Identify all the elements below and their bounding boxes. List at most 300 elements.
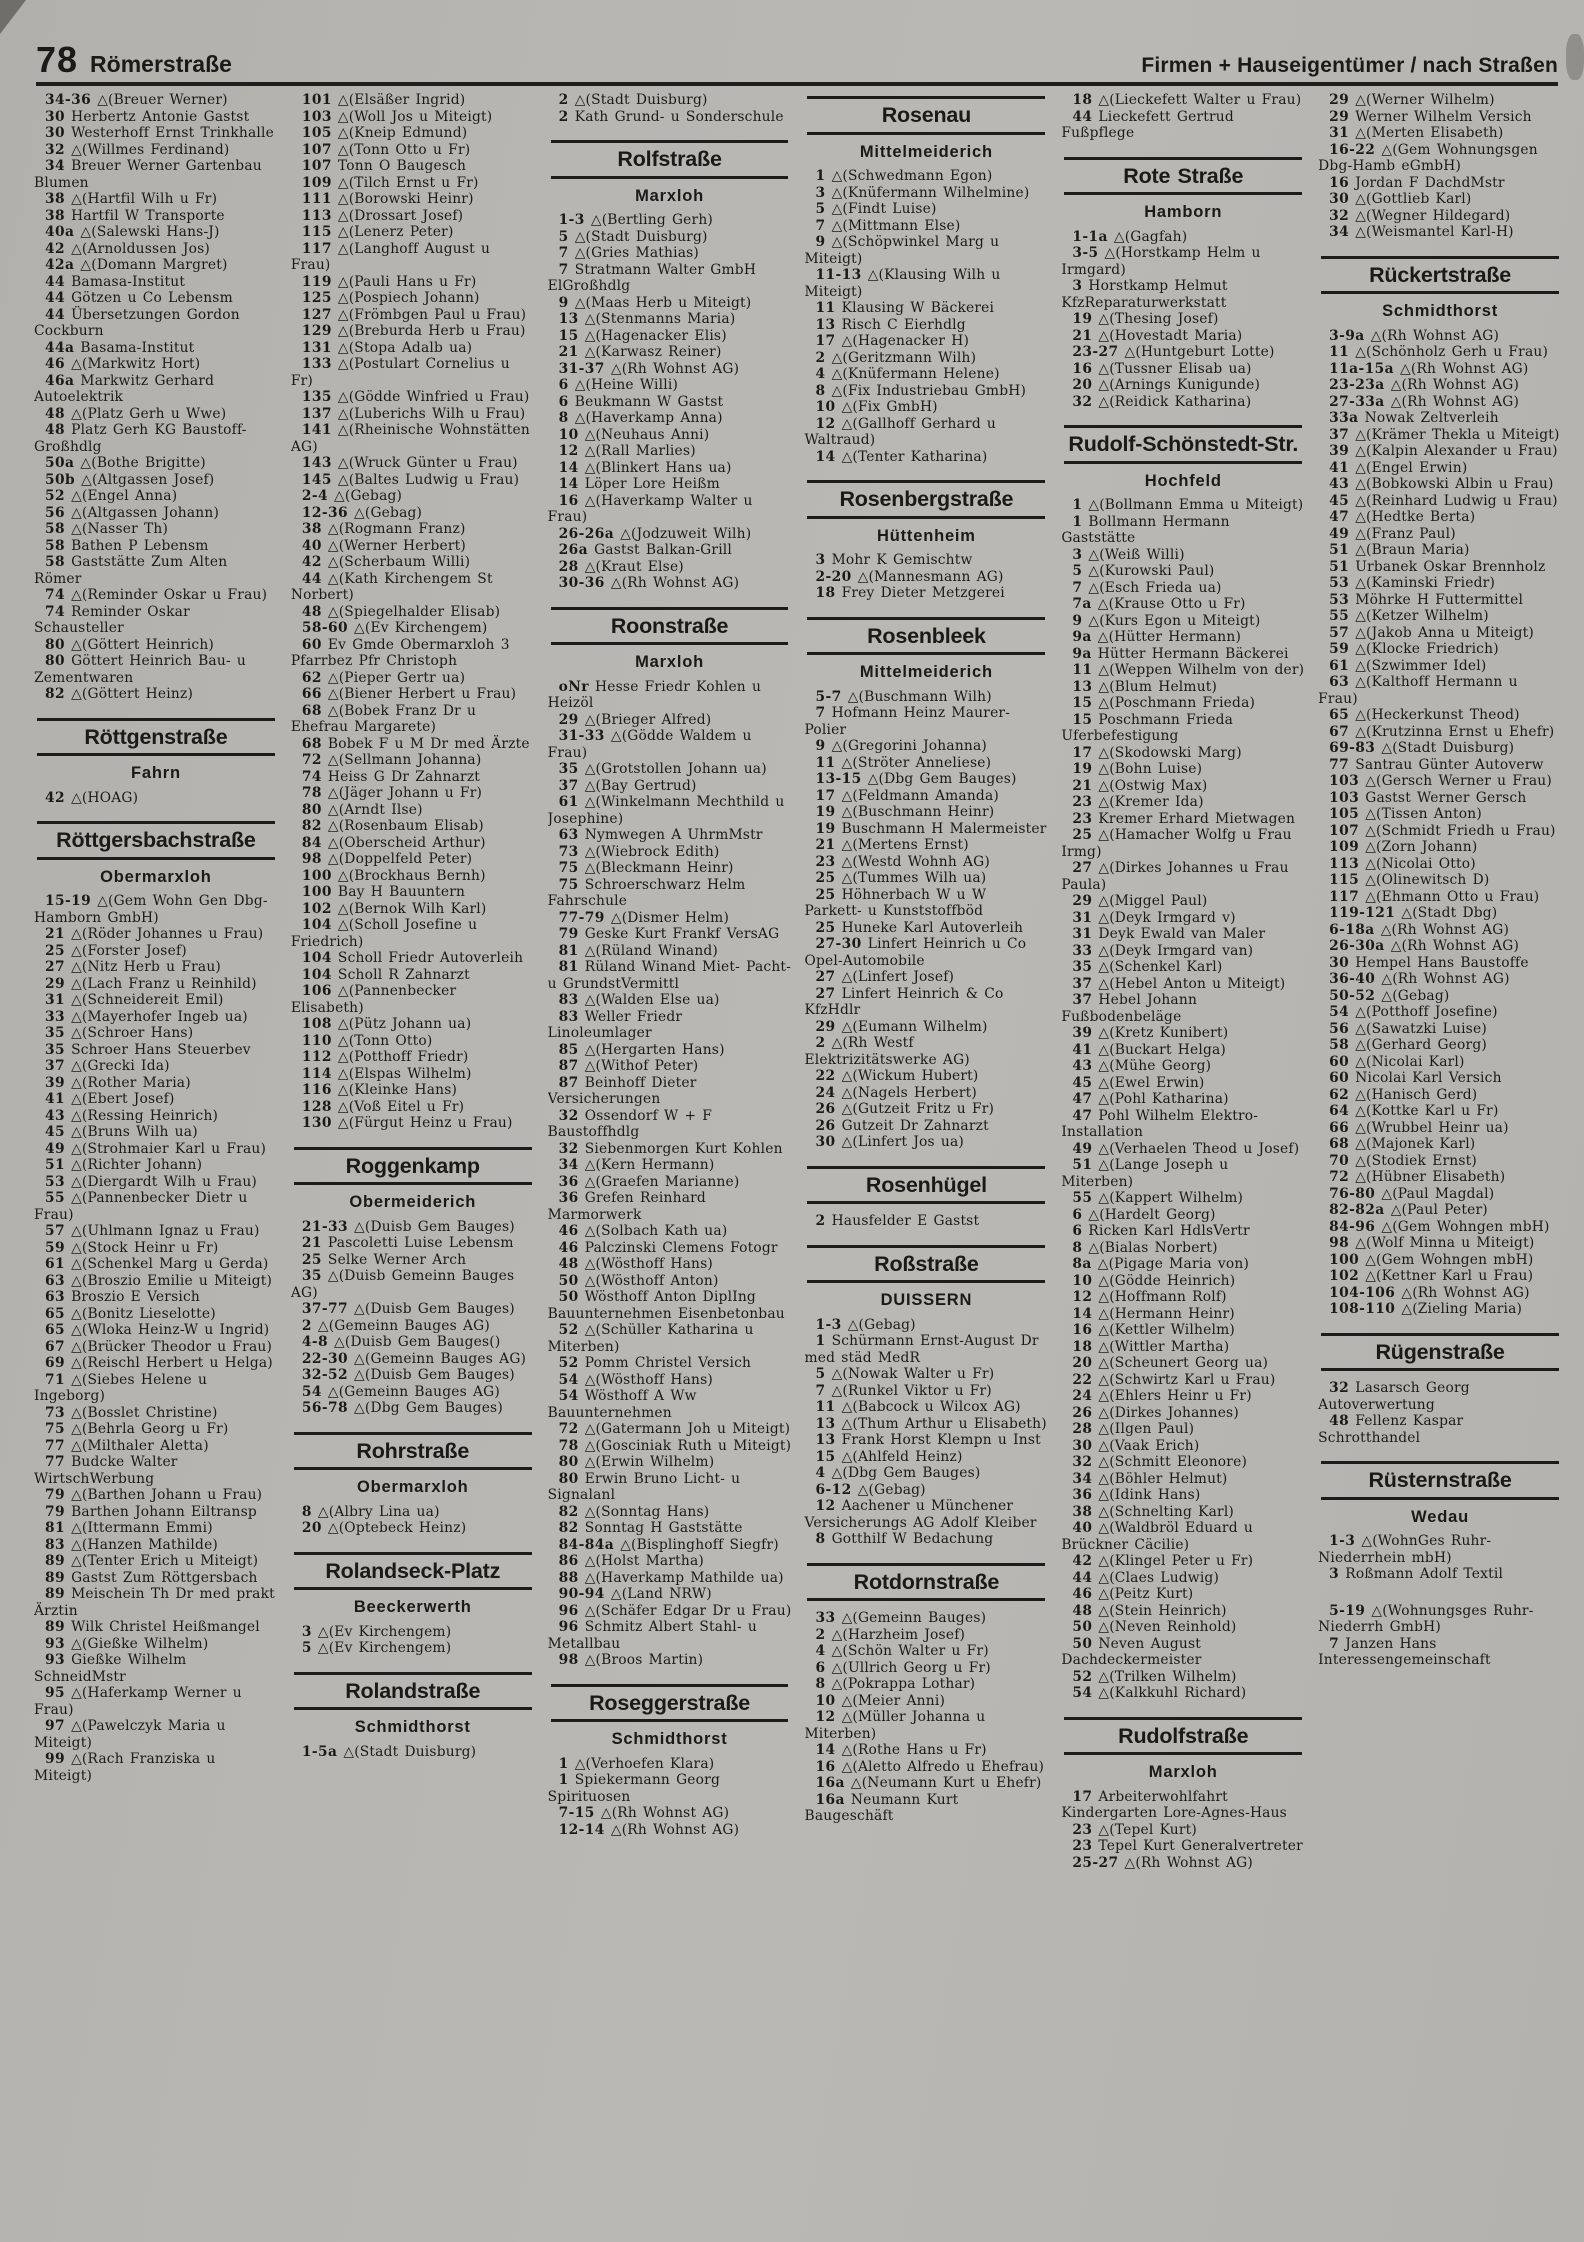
directory-entry: 90-94 △(Land NRW) — [558, 1586, 712, 1602]
directory-entry: 50 △(Wösthoff Anton) — [558, 1272, 719, 1289]
directory-entry: 50 Wösthoff Anton DiplIng Bauunternehmen Eisenbetonbau — [547, 1289, 785, 1322]
house-number: 13-15 — [815, 771, 862, 787]
directory-entry: 1-3 △(WohnGes Ruhr-Niederrhein mbH) — [1318, 1533, 1492, 1566]
district-heading: Mittelmeiderich — [859, 142, 993, 161]
directory-entry: 68 Bobek F u M Dr med Ärzte — [301, 735, 530, 752]
house-number: 65 — [45, 1305, 65, 1322]
directory-entry: 60 △(Nicolai Karl) — [1329, 1053, 1465, 1070]
house-number: 31 — [45, 992, 65, 1008]
directory-entry: 33 △(Gemeinn Bauges) — [815, 1610, 987, 1626]
house-number: 89 — [45, 1553, 65, 1569]
directory-entry: 14 △(Rothe Hans u Fr) — [815, 1742, 987, 1758]
directory-entry: 51 △(Braun Maria) — [1329, 542, 1470, 558]
directory-entry: 43 △(Bobkowski Albin u Frau) — [1329, 476, 1554, 492]
house-number: 83 — [558, 992, 579, 1008]
directory-entry: 84 △(Oberscheid Arthur) — [301, 834, 486, 851]
directory-entry: 63 △(Broszio Emilie u Miteigt) — [45, 1272, 273, 1289]
directory-entry: 30 Hempel Hans Baustoffe — [1329, 954, 1529, 971]
directory-entry: 5 △(Nowak Walter u Fr) — [815, 1366, 995, 1382]
house-number: 32 — [558, 1140, 579, 1157]
house-number: 86 — [558, 1553, 579, 1569]
street-heading: Rolandstraße — [294, 1672, 532, 1711]
house-number: 110 — [301, 1032, 332, 1049]
directory-entry: 23 △(Westd Wohnh AG) — [815, 853, 990, 870]
directory-entry: 15 Poschmann Frieda Uferbefestigung — [1061, 711, 1234, 744]
directory-entry: 7 △(Gries Mathias) — [558, 245, 699, 261]
house-number: 113 — [301, 207, 332, 224]
directory-entry: 111 △(Borowski Heinr) — [301, 191, 474, 207]
directory-entry: 19 Buschmann H Malermeister — [815, 820, 1047, 837]
directory-entry: 2 Hausfelder E Gastst — [815, 1213, 980, 1229]
house-number: 31-33 — [558, 728, 605, 744]
directory-entry: 43 △(Mühe Georg) — [1072, 1058, 1212, 1074]
directory-column-3 — [548, 92, 792, 2234]
directory-entry: 27-33a △(Rh Wohnst AG) — [1329, 393, 1520, 410]
house-number: 12 — [815, 1709, 836, 1725]
house-number: 33 — [45, 1008, 65, 1025]
directory-entry: 25 △(Hamacher Wolfg u Frau Irmg) — [1061, 827, 1292, 860]
house-number: 16 — [815, 1758, 836, 1775]
directory-entry: 98 △(Doppelfeld Peter) — [301, 851, 473, 867]
directory-entry: 12-36 △(Gebag) — [301, 504, 423, 521]
directory-entry: 135 △(Gödde Winfried u Frau) — [301, 389, 530, 405]
directory-entry: 20 △(Scheunert Georg ua) — [1072, 1355, 1269, 1371]
house-number: 65 — [45, 1322, 65, 1338]
directory-entry: 39 △(Kretz Kunibert) — [1072, 1025, 1229, 1041]
directory-entry: 52 △(Schüller Katharina u Miterben) — [547, 1322, 754, 1355]
directory-entry: 44 Übersetzungen Gordon Cockburn — [34, 306, 240, 339]
directory-entry: 64 △(Kottke Karl u Fr) — [1329, 1103, 1499, 1119]
directory-entry: 9 △(Kurs Egon u Miteigt) — [1072, 612, 1261, 629]
house-number: 13 — [815, 1432, 836, 1448]
directory-entry: 6-12 △(Gebag) — [815, 1481, 926, 1498]
directory-entry: 83 △(Walden Else ua) — [558, 992, 720, 1008]
house-number: 27 — [815, 969, 836, 985]
directory-entry: 4 △(Dbg Gem Bauges) — [815, 1465, 981, 1481]
directory-entry: 83 Weller Friedr Linoleumlager — [547, 1008, 683, 1041]
directory-entry: 108-110 △(Zieling Maria) — [1329, 1301, 1523, 1317]
house-number: 141 — [301, 422, 332, 438]
directory-entry: 8 △(Albry Lina ua) — [301, 1503, 440, 1520]
house-number: 12 — [558, 443, 579, 459]
house-number: 20 — [1072, 377, 1093, 393]
directory-entry: 99 △(Rach Franziska u Miteigt) — [34, 1751, 216, 1784]
directory-entry: 1-5a △(Stadt Duisburg) — [301, 1743, 477, 1760]
house-number: 7 — [815, 705, 826, 721]
house-number: 7 — [1329, 1635, 1340, 1652]
house-number: 119-121 — [1329, 905, 1396, 921]
directory-entry: 17 Arbeiterwohlfahrt Kindergarten Lore-Agnes-Haus — [1061, 1788, 1287, 1821]
directory-entry: 26-30a △(Rh Wohnst AG) — [1329, 938, 1520, 954]
house-number: 39 — [45, 1074, 65, 1091]
directory-entry: 108 △(Pütz Johann ua) — [301, 1016, 472, 1032]
directory-entry: 82-82a △(Paul Peter) — [1329, 1202, 1488, 1218]
house-number: 14 — [815, 448, 836, 465]
directory-entry: 10 △(Neuhaus Anni) — [558, 426, 710, 443]
house-number: 60 — [301, 636, 322, 653]
house-number: 22 — [1072, 1371, 1093, 1388]
directory-entry: 46 △(Markwitz Hort) — [45, 356, 201, 372]
directory-entry: 69-83 △(Stadt Duisburg) — [1329, 740, 1515, 756]
house-number: 103 — [301, 108, 332, 125]
directory-entry: 42 △(Arnoldussen Jos) — [45, 240, 210, 257]
directory-entry: 9a △(Hütter Hermann) — [1072, 629, 1242, 645]
house-number: 15 — [815, 1448, 836, 1465]
house-number: 52 — [45, 488, 65, 504]
house-number: 30 — [1329, 191, 1350, 207]
directory-entry: 26 △(Dirkes Johannes) — [1072, 1404, 1239, 1421]
house-number: 9a — [1072, 629, 1092, 645]
directory-columns — [34, 92, 1562, 2234]
house-number: 23 — [1072, 794, 1093, 810]
house-number: 32 — [1329, 1380, 1350, 1396]
directory-entry: 44 △(Kath Kirchengem St Norbert) — [290, 570, 493, 603]
house-number: 32-52 — [301, 1367, 348, 1383]
house-number: 48 — [301, 603, 322, 620]
directory-entry: 80 Erwin Bruno Licht- u Signalanl — [547, 1470, 741, 1503]
house-number: 23-27 — [1072, 344, 1119, 360]
directory-entry: 116 △(Kleinke Hans) — [301, 1082, 458, 1098]
house-number: 6 — [815, 1659, 826, 1676]
directory-entry: 107 △(Tonn Otto u Fr) — [301, 141, 471, 158]
directory-entry: 25 Huneke Karl Autoverleih — [815, 919, 1024, 936]
district-heading: Marxloh — [635, 653, 704, 671]
house-number: 145 — [301, 471, 332, 488]
house-number: 50b — [45, 471, 76, 488]
house-number: 29 — [558, 711, 579, 728]
street-heading: Rosenbergstraße — [807, 480, 1045, 519]
directory-entry: 55 △(Ketzer Wilhelm) — [1329, 608, 1489, 624]
house-number: 7-15 — [558, 1805, 595, 1821]
directory-entry: 12 △(Rall Marlies) — [558, 443, 696, 459]
house-number: 97 — [45, 1718, 65, 1734]
house-number: 58 — [45, 537, 65, 554]
house-number: 22-30 — [301, 1350, 348, 1367]
directory-column-4 — [804, 92, 1048, 2234]
house-number: 40a — [45, 224, 75, 240]
directory-entry: 25 Selke Werner Arch — [301, 1251, 467, 1268]
house-number: 3-5 — [1072, 245, 1099, 261]
directory-entry: 102 △(Bernok Wilh Karl) — [301, 900, 487, 917]
house-number: 46 — [558, 1239, 579, 1256]
directory-entry: 13 △(Blum Helmut) — [1072, 678, 1218, 695]
house-number: 96 — [558, 1602, 579, 1619]
directory-entry: 77 △(Milthaler Aletta) — [45, 1437, 209, 1454]
directory-entry: 27-30 Linfert Heinrich u Co Opel-Automobile — [804, 936, 1027, 969]
house-number: 12 — [1072, 1289, 1093, 1305]
house-number: 9 — [815, 234, 826, 250]
directory-entry: 32 Lasarsch Georg Autoverwertung — [1318, 1380, 1470, 1413]
directory-entry: 103 Gastst Werner Gersch — [1329, 789, 1527, 806]
directory-entry: 13 △(Stenmanns Maria) — [558, 311, 736, 327]
directory-column-1 — [34, 92, 278, 2234]
house-number: 69-83 — [1329, 740, 1376, 756]
house-number: 23 — [1072, 1838, 1093, 1854]
house-number: 26 — [815, 1101, 836, 1117]
house-number: 83 — [45, 1536, 65, 1553]
directory-entry: 79 Geske Kurt Frankf VersAG — [558, 926, 780, 942]
directory-entry: 11-13 △(Klausing Wilh u Miteigt) — [804, 267, 1001, 300]
directory-entry: 26a Gastst Balkan-Grill — [558, 542, 733, 558]
directory-entry: 37 △(Hebel Anton u Miteigt) — [1072, 975, 1286, 992]
house-number: 15-19 — [45, 893, 92, 909]
house-number: 103 — [1329, 789, 1360, 806]
street-heading: Rudolfstraße — [1064, 1717, 1302, 1756]
directory-entry: 47 △(Hedtke Berta) — [1329, 509, 1476, 525]
house-number: 114 — [301, 1065, 332, 1082]
directory-entry: 79 Barthen Johann Eiltransp — [45, 1503, 257, 1520]
directory-entry: 75 Schroerschwarz Helm Fahrschule — [547, 876, 746, 909]
directory-entry: 30 Herbertz Antonie Gastst — [45, 108, 250, 125]
directory-entry: 39 △(Rother Maria) — [45, 1074, 191, 1091]
directory-entry: 25 △(Tummes Wilh ua) — [815, 870, 987, 886]
directory-entry: 2-20 △(Mannesmann AG) — [815, 568, 1004, 585]
house-number: 31 — [1072, 926, 1093, 942]
house-number: 33a — [1329, 410, 1359, 426]
directory-entry: 27 △(Linfert Josef) — [815, 969, 955, 985]
house-number: 107 — [301, 141, 332, 158]
directory-entry: 47 Pohl Wilhelm Elektro-Installation — [1061, 1107, 1259, 1140]
directory-entry: 56 △(Altgassen Johann) — [45, 504, 220, 521]
directory-entry: 46 △(Peitz Kurt) — [1072, 1586, 1194, 1602]
house-number: 5-7 — [815, 688, 842, 705]
house-number: 82 — [558, 1503, 579, 1520]
house-number: 57 — [1329, 624, 1350, 641]
house-number: 23 — [1072, 810, 1093, 827]
house-number: 51 — [45, 1157, 65, 1173]
district-heading: Hochfeld — [1144, 471, 1222, 490]
directory-entry: 27 Linfert Heinrich & Co KfzHdlr — [804, 985, 1004, 1018]
house-number: 54 — [558, 1371, 579, 1388]
house-number: 104 — [301, 950, 332, 966]
directory-entry: 8 △(Haverkamp Anna) — [558, 410, 723, 426]
directory-entry: 7-15 △(Rh Wohnst AG) — [558, 1805, 730, 1821]
house-number: 6-18a — [1329, 921, 1375, 938]
house-number: 5 — [815, 201, 826, 217]
directory-entry: 31 Deyk Ewald van Maler — [1072, 926, 1266, 942]
house-number: 51 — [1329, 542, 1350, 558]
street-heading: Rosenhügel — [807, 1166, 1045, 1205]
directory-entry: 31 △(Deyk Irmgard v) — [1072, 909, 1236, 926]
house-number: 80 — [558, 1470, 579, 1487]
directory-entry: 16 Jordan F DachdMstr — [1329, 174, 1505, 191]
directory-entry: 21 △(Karwasz Reiner) — [558, 344, 722, 360]
house-number: 78 — [558, 1437, 579, 1454]
house-number: 25 — [815, 919, 836, 936]
district-heading: Obermarxloh — [100, 867, 212, 886]
house-number: 36-40 — [1329, 971, 1376, 987]
house-number: 62 — [301, 669, 322, 686]
house-number: 75 — [558, 876, 579, 893]
directory-entry: 54 Wösthoff A Ww Bauunternehmen — [547, 1388, 697, 1421]
directory-entry: 100 △(Brockhaus Bernh) — [301, 867, 486, 884]
directory-entry: 71 △(Siebes Helene u Ingeborg) — [34, 1371, 208, 1404]
street-heading: Rüsternstraße — [1321, 1461, 1559, 1500]
house-number: 77 — [1329, 756, 1350, 773]
directory-entry: 69 △(Reischl Herbert u Helga) — [45, 1355, 273, 1371]
house-number: 30 — [1329, 954, 1350, 971]
directory-entry: 113 △(Nicolai Otto) — [1329, 855, 1476, 872]
directory-entry: 128 △(Voß Eitel u Fr) — [301, 1098, 465, 1115]
directory-entry: 28 △(Kraut Else) — [558, 558, 684, 575]
directory-entry: 10 △(Fix GmbH) — [815, 399, 938, 415]
directory-entry: 20 △(Arnings Kunigunde) — [1072, 377, 1261, 393]
house-number: 38 — [301, 521, 322, 537]
house-number: 35 — [301, 1268, 322, 1284]
house-number: 70 — [1329, 1152, 1350, 1169]
house-number: 41 — [1329, 459, 1350, 476]
house-number: 18 — [1072, 1338, 1093, 1355]
house-number: 24 — [1072, 1388, 1093, 1404]
directory-entry: 82 △(Sonntag Hans) — [558, 1503, 710, 1520]
page-header-right: Firmen + Hauseigentümer / nach Straßen — [1141, 54, 1558, 77]
directory-entry: 3-5 △(Horstkamp Helm u Irmgard) — [1061, 245, 1261, 278]
directory-entry: 10 △(Meier Anni) — [815, 1692, 946, 1709]
directory-entry: 8 Gotthilf W Bedachung — [815, 1531, 994, 1547]
house-number: 36 — [1072, 1487, 1093, 1503]
house-number: 21 — [1072, 777, 1093, 794]
house-number: 47 — [1072, 1107, 1093, 1124]
directory-entry: 74 Reminder Oskar Schausteller — [34, 603, 190, 636]
directory-entry: 18 △(Wittler Martha) — [1072, 1338, 1230, 1355]
directory-entry: 56 △(Sawatzki Luise) — [1329, 1020, 1487, 1037]
directory-entry: 89 Meischein Th Dr med prakt Ärztin — [34, 1586, 275, 1619]
house-number: 2 — [815, 1626, 826, 1643]
house-number: 11 — [1329, 344, 1350, 360]
directory-entry: 6 △(Ullrich Georg u Fr) — [815, 1659, 991, 1676]
directory-entry: 98 △(Wolf Minna u Miteigt) — [1329, 1235, 1535, 1251]
house-number: 31 — [1329, 125, 1350, 141]
house-number: 27 — [815, 985, 836, 1002]
directory-entry: 80 △(Erwin Wilhelm) — [558, 1454, 715, 1470]
directory-entry: 33 △(Mayerhofer Ingeb ua) — [45, 1008, 248, 1025]
directory-entry: 125 △(Pospiech Johann) — [301, 290, 480, 306]
directory-entry: 8 △(Pokrappa Lothar) — [815, 1676, 976, 1692]
directory-entry: 12-14 △(Rh Wohnst AG) — [558, 1821, 740, 1838]
spacer — [1318, 1583, 1562, 1603]
house-number: 3 — [815, 184, 826, 201]
directory-entry: 58 △(Gerhard Georg) — [1329, 1037, 1487, 1053]
house-number: 25-27 — [1072, 1854, 1119, 1871]
house-number: 52 — [1072, 1668, 1093, 1685]
house-number: 49 — [1072, 1140, 1093, 1157]
house-number: 26 — [1072, 1404, 1093, 1421]
house-number: 8 — [815, 1531, 826, 1547]
directory-entry: 33a Nowak Zeltverleih — [1329, 410, 1499, 426]
directory-entry: 48 △(Wösthoff Hans) — [558, 1256, 714, 1272]
directory-entry: 98 △(Broos Martin) — [558, 1652, 704, 1668]
house-number: 119 — [301, 273, 332, 290]
directory-entry: 2 Kath Grund- u Sonderschule — [558, 108, 784, 125]
directory-entry: 30 △(Gottlieb Karl) — [1329, 191, 1472, 207]
house-number: 2 — [815, 1035, 826, 1051]
directory-entry: 30-36 △(Rh Wohnst AG) — [558, 575, 740, 591]
house-number: 98 — [301, 851, 322, 867]
house-number: 44 — [45, 273, 65, 290]
house-number: 117 — [301, 240, 332, 257]
directory-entry: 38 Hartfil W Transporte — [45, 207, 225, 224]
house-number: 54 — [1072, 1685, 1093, 1701]
directory-entry: 77 Budcke Walter WirtschWerbung — [34, 1454, 178, 1487]
directory-entry: 7 △(Esch Frieda ua) — [1072, 579, 1222, 596]
house-number: 16-22 — [1329, 141, 1376, 158]
house-number: 14 — [558, 476, 579, 492]
directory-entry: 15 △(Hagenacker Elis) — [558, 327, 727, 344]
house-number: 53 — [1329, 591, 1350, 608]
directory-entry: 30 △(Linfert Jos ua) — [815, 1134, 965, 1150]
directory-entry: 105 △(Kneip Edmund) — [301, 125, 468, 141]
directory-entry: 104 Scholl Friedr Autoverleih — [301, 950, 524, 966]
house-number: 73 — [45, 1404, 65, 1421]
directory-entry: 109 △(Tilch Ernst u Fr) — [301, 174, 479, 191]
house-number: 81 — [558, 959, 579, 975]
page-number: 78 — [36, 39, 79, 80]
house-number: 41 — [1072, 1041, 1093, 1058]
directory-entry: 21-33 △(Duisb Gem Bauges) — [301, 1218, 515, 1235]
directory-entry: 57 △(Uhlmann Ignaz u Frau) — [45, 1223, 260, 1239]
directory-entry: 7 Janzen Hans Interessengemeinschaft — [1318, 1635, 1491, 1668]
house-number: 37 — [558, 777, 579, 794]
house-number: 35 — [1072, 959, 1093, 975]
directory-entry: 81 △(Rüland Winand) — [558, 942, 719, 959]
house-number: 109 — [301, 174, 332, 191]
directory-entry: 103 △(Woll Jos u Miteigt) — [301, 108, 493, 125]
directory-entry: 82 △(Rosenbaum Elisab) — [301, 818, 484, 834]
house-number: 29 — [1329, 92, 1350, 108]
house-number: 3-9a — [1329, 327, 1365, 344]
directory-entry: 78 △(Gosciniak Ruth u Miteigt) — [558, 1437, 792, 1454]
street-heading: Rolandseck-Platz — [294, 1552, 532, 1591]
directory-entry: 18 Frey Dieter Metzgerei — [815, 585, 1005, 601]
house-number: 1-3 — [558, 212, 585, 228]
house-number: 27-33a — [1329, 393, 1385, 410]
house-number: 89 — [45, 1619, 65, 1635]
house-number: 48 — [45, 422, 65, 438]
house-number: 20 — [301, 1520, 322, 1536]
directory-entry: 26 △(Gutzeit Fritz u Fr) — [815, 1101, 995, 1117]
directory-entry: 29 Werner Wilhelm Versich — [1329, 108, 1532, 125]
directory-entry: 18 △(Lieckefett Walter u Frau) — [1072, 92, 1302, 108]
directory-entry: 3-9a △(Rh Wohnst AG) — [1329, 327, 1500, 344]
house-number: 55 — [1072, 1190, 1093, 1206]
directory-entry: 42 △(Scherbaum Willi) — [301, 554, 471, 570]
house-number: 16 — [1072, 1322, 1093, 1338]
directory-entry: 3 △(Knüfermann Wilhelmine) — [815, 184, 1030, 201]
house-number: 11 — [815, 300, 836, 316]
district-heading: Beeckerwerth — [353, 1598, 472, 1616]
directory-entry: 61 △(Winkelmann Mechthild u Josephine) — [547, 794, 785, 827]
directory-entry: 93 Gießke Wilhelm SchneidMstr — [34, 1652, 187, 1685]
directory-entry: 21 △(Mertens Ernst) — [815, 837, 969, 853]
directory-entry: 13 Frank Horst Klempn u Inst — [815, 1432, 1041, 1448]
house-number: 34 — [1329, 224, 1350, 240]
house-number: 48 — [1329, 1413, 1350, 1429]
directory-entry: 40a △(Salewski Hans-J) — [45, 224, 220, 240]
directory-entry: 7 △(Mittmann Else) — [815, 217, 961, 234]
directory-entry: 54 △(Potthoff Josefine) — [1329, 1004, 1498, 1020]
house-number: 8 — [301, 1503, 312, 1520]
directory-entry: 133 △(Postulart Cornelius u Fr) — [290, 356, 510, 389]
house-number: 51 — [1072, 1157, 1093, 1173]
house-number: 89 — [45, 1569, 65, 1586]
directory-entry: 100 Bay H Bauuntern — [301, 884, 466, 900]
directory-entry: 57 △(Jakob Anna u Miteigt) — [1329, 624, 1535, 641]
directory-entry: 1-1a △(Gagfah) — [1072, 228, 1188, 245]
directory-entry: 22-30 △(Gemeinn Bauges AG) — [301, 1350, 527, 1367]
directory-entry: 27 △(Dirkes Johannes u Frau Paula) — [1061, 860, 1289, 893]
house-number: 66 — [301, 686, 322, 702]
house-number: 5 — [301, 1640, 312, 1656]
